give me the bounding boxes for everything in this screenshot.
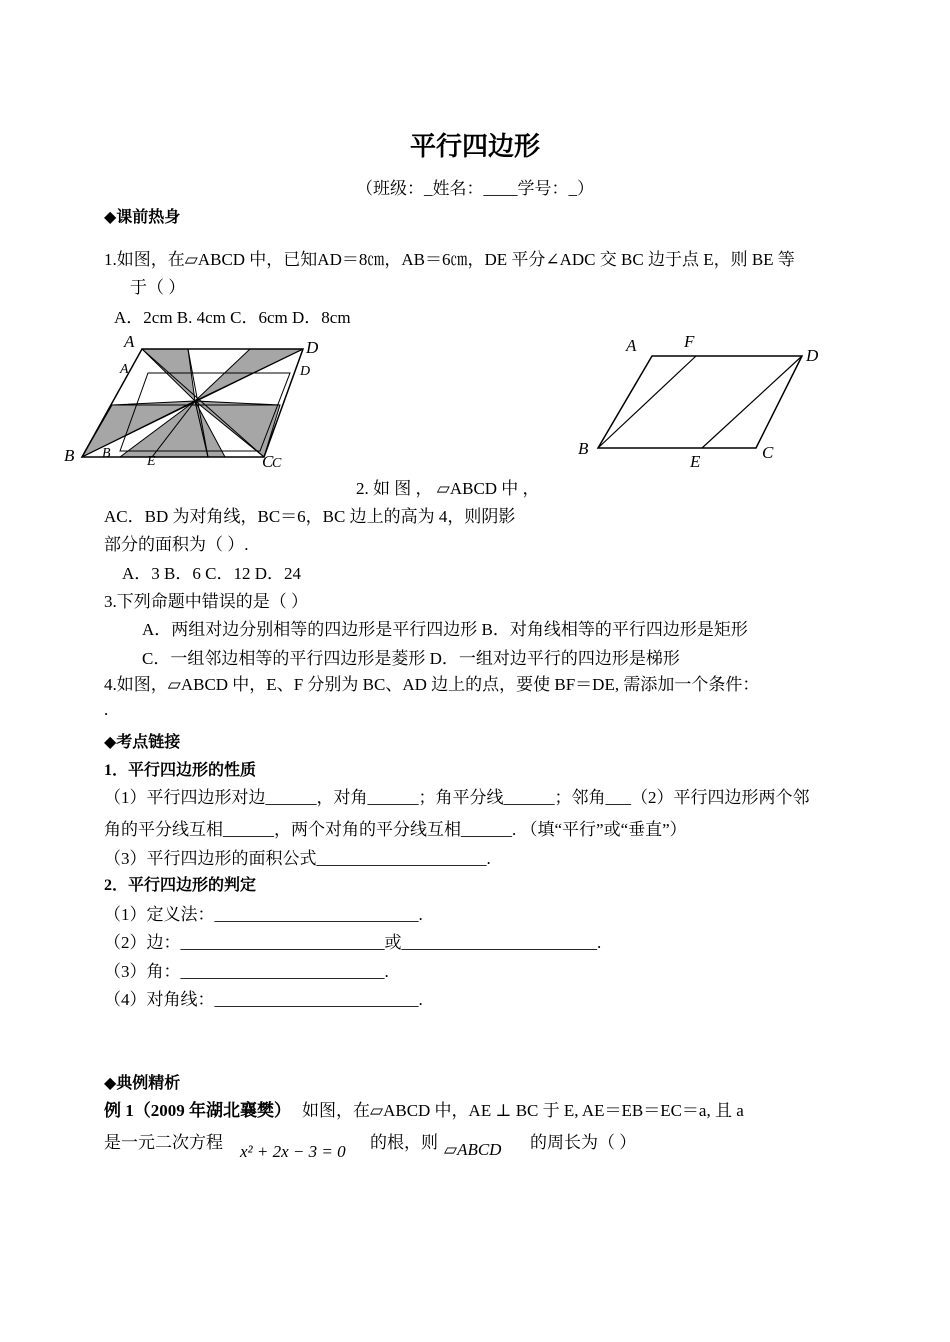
fig1-inner-e: E [147, 454, 156, 469]
section-examples: ◆典例精析 [104, 1073, 181, 1092]
example1-line1: 如图，在▱ABCD 中，AE ⊥ BC 于 E, AE＝EB＝EC＝a, 且 a [302, 1101, 744, 1120]
q3-stem: 3.下列命题中错误的是（ ） [104, 592, 308, 611]
q3-options-ab: A．两组对边分别相等的四边形是平行四边形 B．对角线相等的平行四边形是矩形 [142, 620, 748, 639]
q1-options: A．2cm B. 4cm C．6cm D．8cm [114, 308, 351, 327]
example1-equation: x² + 2x − 3 = 0 [240, 1142, 346, 1161]
example1-line2b: 的根，则 [370, 1133, 438, 1152]
fig2-label-b: B [578, 439, 589, 458]
properties-line1: （1）平行四边形对边______，对角______；角平分线______；邻角___（2）平行四边形两个邻 [104, 788, 810, 807]
page-title: 平行四边形 [409, 132, 540, 161]
segment-bf [598, 356, 696, 448]
q4-stem: 4.如图，▱ABCD 中，E、F 分别为 BC、AD 边上的点，要使 BF＝DE, 需添加一个条件： [104, 675, 760, 694]
figure-parallelogram-bf-de [570, 330, 830, 470]
fig1-inner-b: B [102, 446, 111, 461]
example1-line2d: 的周长为（ ） [530, 1133, 637, 1152]
q2-options: A．3 B．6 C．12 D．24 [122, 564, 301, 583]
fig1-inner-d: D [300, 364, 311, 379]
fig1-label-b: B [64, 446, 75, 465]
fig1-label-d: D [306, 338, 319, 357]
class-name-id-line: （班级：_姓名：____学号：_） [356, 179, 594, 198]
fig1-label-a: A [124, 332, 135, 351]
properties-heading: 1．平行四边形的性质 [104, 762, 257, 779]
judgment-line1: （1）定义法：________________________. [104, 905, 423, 924]
q3-options-cd: C．一组邻边相等的平行四边形是菱形 D．一组对边平行的四边形是梯形 [142, 649, 680, 668]
q2-stem-line3: 部分的面积为（ ）. [104, 535, 249, 554]
section-links: ◆考点链接 [104, 732, 181, 751]
example1-parallelogram: ▱ABCD [444, 1140, 502, 1159]
q1-stem-line1: 1.如图，在▱ABCD 中，已知AD＝8㎝，AB＝6㎝，DE 平分∠ADC 交 BC 边于点 E，则 BE 等 [104, 250, 795, 269]
q2-stem-line2: AC．BD 为对角线，BC＝6，BC 边上的高为 4，则阴影 [104, 507, 516, 526]
judgment-line3: （3）角：________________________. [104, 962, 389, 981]
judgment-line4: （4）对角线：________________________. [104, 990, 423, 1009]
parallelogram-abcd [598, 356, 802, 448]
fig1-label-c: C [262, 452, 274, 471]
fig1-inner-c: C [272, 456, 282, 471]
fig2-label-a: A [626, 336, 637, 355]
q4-end: . [104, 700, 109, 719]
example1-line2: 是一元二次方程 [104, 1133, 223, 1152]
segment-de [702, 356, 802, 448]
judgment-line2: （2）边：________________________或_______________________. [104, 933, 602, 952]
fig2-label-e: E [690, 452, 701, 471]
q2-stem-line1: 2. 如 图 ， ▱ABCD 中 ， [356, 479, 540, 498]
properties-line2: 角的平分线互相______，两个对角的平分线互相______. （填“平行”或“垂直”） [104, 820, 687, 839]
figure-shaded-parallelogram [60, 333, 320, 473]
q1-stem-line2: 于（ ） [130, 278, 186, 297]
fig2-label-f: F [684, 332, 695, 351]
example1-label: 例 1（2009 年湖北襄樊） [104, 1101, 291, 1120]
section-warmup: ◆课前热身 [104, 207, 181, 226]
judgment-heading: 2．平行四边形的判定 [104, 877, 257, 894]
properties-line3: （3）平行四边形的面积公式____________________. [104, 849, 491, 868]
fig2-label-c: C [762, 443, 774, 462]
fig2-label-d: D [806, 346, 819, 365]
fig1-inner-a: A [120, 362, 129, 377]
